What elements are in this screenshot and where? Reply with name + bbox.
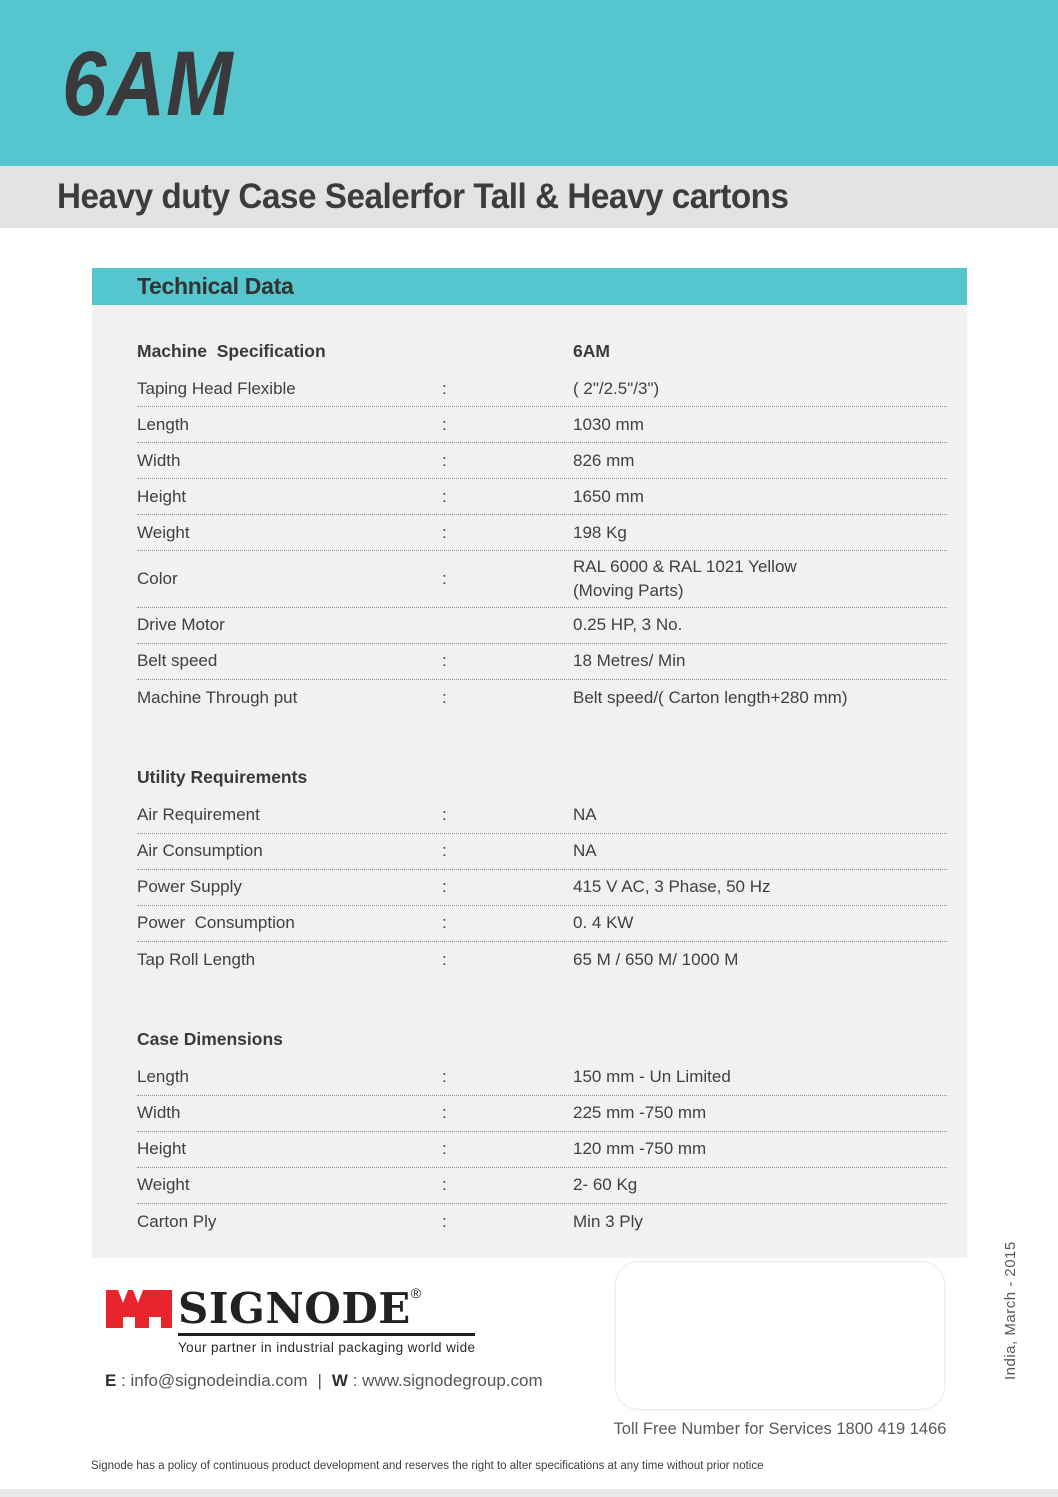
spec-value: 826 mm bbox=[573, 450, 635, 470]
spec-colon: : bbox=[442, 486, 447, 506]
signode-logo bbox=[106, 1284, 476, 1355]
spec-row bbox=[137, 798, 947, 834]
spec-row bbox=[137, 1060, 947, 1096]
signode-logo-text bbox=[178, 1284, 476, 1355]
spec-row bbox=[137, 443, 947, 479]
spec-row bbox=[137, 407, 947, 443]
spec-value: NA bbox=[573, 805, 597, 825]
top-banner bbox=[0, 0, 1058, 166]
signode-seal-icon bbox=[106, 1290, 172, 1328]
section-rows bbox=[137, 1060, 947, 1240]
signode-wordmark bbox=[178, 1284, 475, 1336]
toll-free-text: Toll Free Number for Services 1800 419 1466 bbox=[613, 1420, 947, 1438]
disclaimer-text: Signode has a policy of continuous product development and reserves the right to alter specifications at any time without prior notice bbox=[91, 1460, 764, 1472]
spec-value: 225 mm -750 mm bbox=[573, 1103, 707, 1123]
section-heading-colon bbox=[440, 1036, 573, 1044]
spec-value: 0. 4 KW bbox=[573, 913, 634, 933]
spec-row bbox=[137, 644, 947, 680]
technical-data-header-bar bbox=[92, 268, 967, 305]
spec-label: Length bbox=[137, 414, 189, 434]
spec-label: Belt speed bbox=[137, 651, 218, 671]
spec-colon: : bbox=[442, 913, 447, 933]
spec-row bbox=[137, 1132, 947, 1168]
section-heading-row bbox=[137, 1020, 947, 1060]
spec-row bbox=[137, 942, 947, 978]
response-box bbox=[615, 1261, 945, 1410]
spec-row bbox=[137, 834, 947, 870]
spec-row bbox=[137, 608, 947, 644]
spec-colon: : bbox=[442, 949, 447, 969]
spec-section bbox=[137, 758, 947, 978]
spec-value: 2- 60 Kg bbox=[573, 1175, 638, 1195]
spec-value: 18 Metres/ Min bbox=[573, 651, 686, 671]
spec-colon: : bbox=[442, 877, 447, 897]
web-colon: : bbox=[347, 1371, 363, 1390]
contact-separator: | bbox=[317, 1371, 322, 1390]
spec-value: ( 2"/2.5"/3") bbox=[573, 378, 660, 398]
spec-value: 0.25 HP, 3 No. bbox=[573, 615, 683, 635]
technical-data-panel bbox=[92, 268, 967, 1258]
spec-section bbox=[137, 1020, 947, 1240]
spec-row bbox=[137, 371, 947, 407]
spec-section bbox=[137, 331, 947, 716]
spec-row bbox=[137, 680, 947, 716]
section-heading-row bbox=[137, 331, 947, 371]
product-title: 6AM bbox=[62, 33, 234, 135]
spec-label: Color bbox=[137, 568, 178, 588]
spec-label: Carton Ply bbox=[137, 1211, 217, 1231]
spec-value: 1030 mm bbox=[573, 414, 644, 434]
spec-colon: : bbox=[442, 805, 447, 825]
web-value: www.signodegroup.com bbox=[362, 1371, 543, 1390]
section-heading-label: Machine Specification bbox=[137, 340, 326, 361]
section-rows bbox=[137, 798, 947, 978]
subtitle-band bbox=[0, 166, 1058, 228]
web-label: W bbox=[331, 1371, 348, 1390]
spec-label: Height bbox=[137, 1139, 187, 1159]
spec-label: Air Consumption bbox=[137, 841, 263, 861]
spec-colon: : bbox=[442, 450, 447, 470]
logo-tagline: Your partner in industrial packaging world wide bbox=[178, 1340, 476, 1355]
spec-colon: : bbox=[442, 1211, 447, 1231]
spec-label: Width bbox=[137, 1103, 181, 1123]
spec-label: Power Supply bbox=[137, 877, 242, 897]
page-subtitle: Heavy duty Case Sealerfor Tall & Heavy cartons bbox=[57, 177, 789, 216]
spec-colon: : bbox=[442, 378, 447, 398]
registered-mark: ® bbox=[410, 1285, 422, 1301]
spec-value: 415 V AC, 3 Phase, 50 Hz bbox=[573, 877, 771, 897]
spec-row bbox=[137, 870, 947, 906]
spec-colon: : bbox=[442, 1067, 447, 1087]
section-heading-colon bbox=[440, 347, 573, 355]
spec-value: 198 Kg bbox=[573, 522, 627, 542]
spec-label: Width bbox=[137, 450, 181, 470]
spec-value: NA bbox=[573, 841, 597, 861]
spec-colon bbox=[440, 621, 573, 629]
spec-value: RAL 6000 & RAL 1021 Yellow (Moving Parts) bbox=[573, 551, 947, 607]
contact-line bbox=[105, 1371, 543, 1391]
spec-label: Length bbox=[137, 1067, 189, 1087]
spec-value: 150 mm - Un Limited bbox=[573, 1067, 731, 1087]
spec-row bbox=[137, 1204, 947, 1240]
technical-data-title: Technical Data bbox=[137, 273, 294, 299]
spec-row bbox=[137, 551, 947, 608]
email-value: info@signodeindia.com bbox=[130, 1371, 308, 1390]
edition-text: India, March - 2015 bbox=[1002, 1241, 1019, 1380]
spec-label: Tap Roll Length bbox=[137, 949, 256, 969]
spec-colon: : bbox=[442, 1175, 447, 1195]
spec-colon: : bbox=[442, 651, 447, 671]
spec-colon: : bbox=[442, 568, 447, 588]
spec-label: Weight bbox=[137, 1175, 190, 1195]
spec-row bbox=[137, 479, 947, 515]
spec-label: Taping Head Flexible bbox=[137, 378, 296, 398]
spec-sections bbox=[92, 305, 967, 1258]
section-rows bbox=[137, 371, 947, 716]
spec-label: Weight bbox=[137, 522, 190, 542]
spec-label: Height bbox=[137, 486, 187, 506]
email-colon: : bbox=[116, 1371, 131, 1390]
section-heading-value: 6AM bbox=[573, 340, 610, 361]
signode-wordmark-text: SIGNODE bbox=[178, 1284, 411, 1333]
spec-row bbox=[137, 515, 947, 551]
spec-colon: : bbox=[442, 687, 447, 707]
section-heading-value bbox=[573, 1036, 947, 1044]
spec-value-line2: (Moving Parts) bbox=[573, 580, 684, 600]
spec-value: 65 M / 650 M/ 1000 M bbox=[573, 949, 739, 969]
bottom-strip bbox=[0, 1489, 1058, 1497]
spec-value: 1650 mm bbox=[573, 486, 644, 506]
spec-row bbox=[137, 1096, 947, 1132]
email-label: E bbox=[105, 1371, 117, 1390]
spec-value: Min 3 Ply bbox=[573, 1211, 643, 1231]
section-heading-value bbox=[573, 774, 947, 782]
spec-colon: : bbox=[442, 414, 447, 434]
spec-colon: : bbox=[442, 522, 447, 542]
section-heading-label: Case Dimensions bbox=[137, 1029, 283, 1050]
spec-value: Belt speed/( Carton length+280 mm) bbox=[573, 687, 848, 707]
spec-colon: : bbox=[442, 1103, 447, 1123]
spec-colon: : bbox=[442, 841, 447, 861]
spec-label: Air Requirement bbox=[137, 805, 260, 825]
spec-label: Power Consumption bbox=[137, 913, 295, 933]
spec-label: Drive Motor bbox=[137, 615, 225, 635]
spec-row bbox=[137, 1168, 947, 1204]
spec-colon: : bbox=[442, 1139, 447, 1159]
section-heading-label: Utility Requirements bbox=[137, 767, 308, 788]
spec-row bbox=[137, 906, 947, 942]
spec-label: Machine Through put bbox=[137, 687, 298, 707]
section-heading-colon bbox=[440, 774, 573, 782]
section-heading-row bbox=[137, 758, 947, 798]
spec-value: 120 mm -750 mm bbox=[573, 1139, 707, 1159]
